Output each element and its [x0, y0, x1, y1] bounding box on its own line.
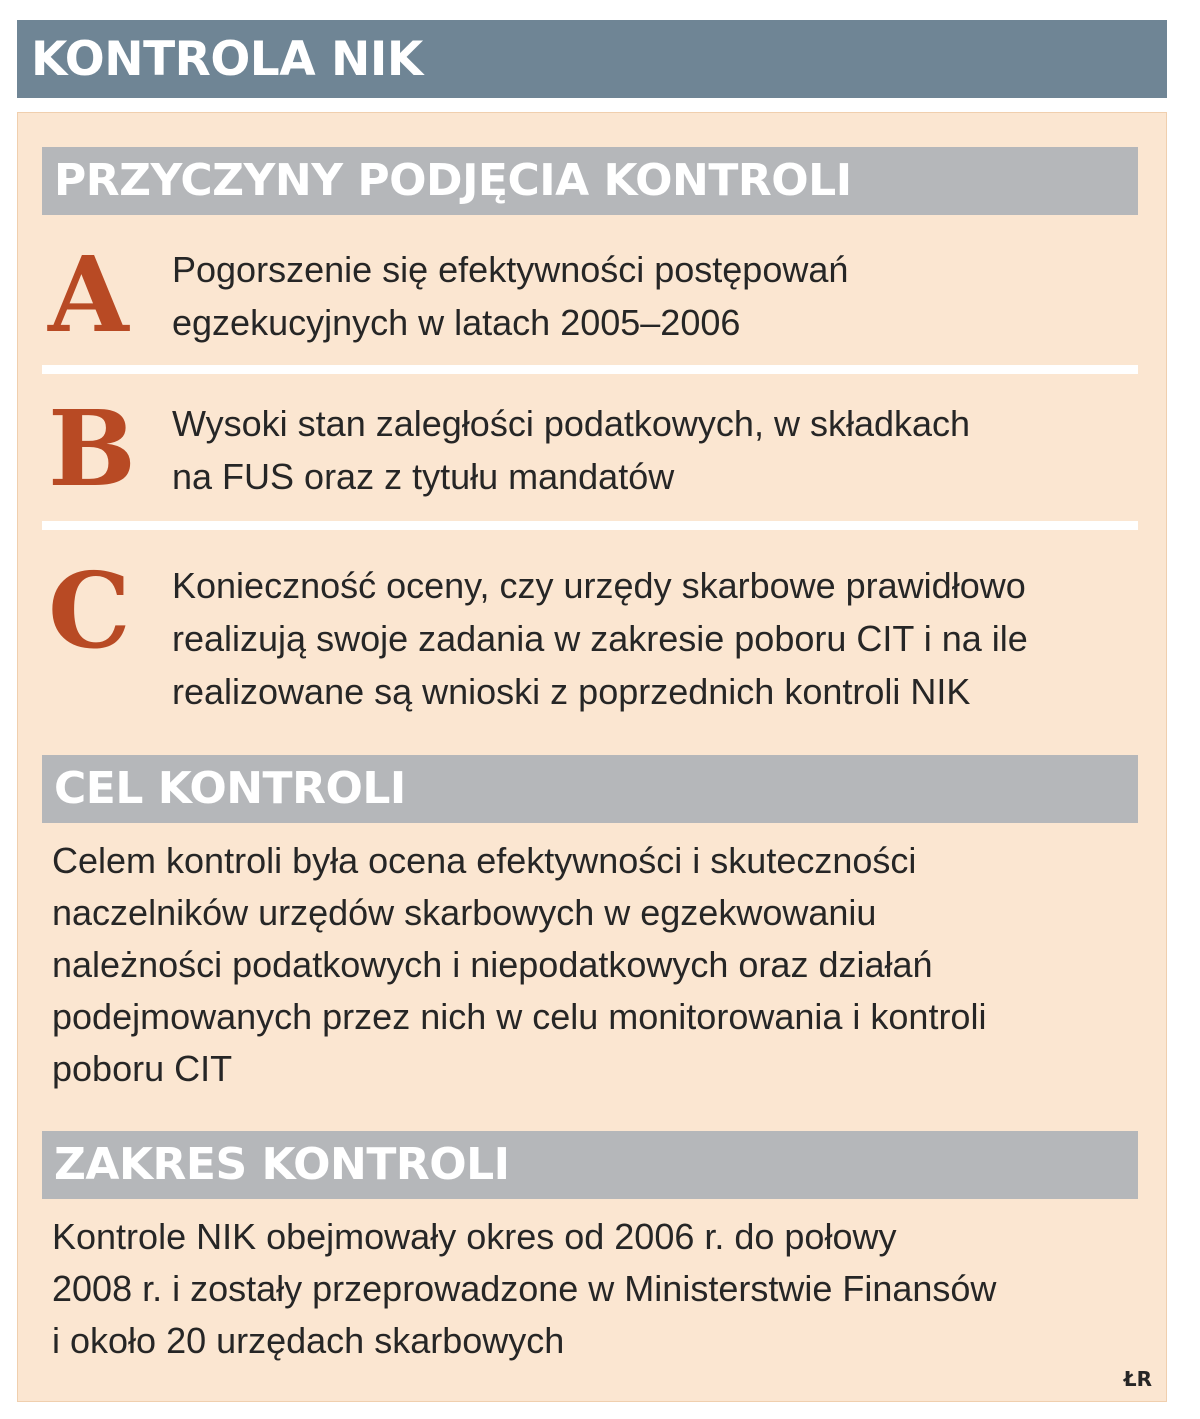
content-panel — [17, 112, 1167, 1402]
reason-letter: A — [48, 233, 129, 356]
goal-section-title: CEL KONTROLI — [54, 763, 406, 814]
goal-text: Celem kontroli była ocena efektywności i skuteczności naczelników urzędów skarbowych w egzekwowaniu należności podatkowych i niepodatkowych oraz działań podejmowanych przez nich w celu monitorowania i kontroli poboru CIT — [52, 840, 987, 1089]
reason-text: Konieczność oceny, czy urzędy skarbowe prawidłowo realizują swoje zadania w zakresie poboru CIT i na ile realizowane są wnioski z poprzednich kontroli NIK — [172, 565, 1028, 712]
scope-section-header — [42, 1131, 1138, 1199]
reason-text: Pogorszenie się efektywności postępowań egzekucyjnych w latach 2005–2006 — [172, 249, 849, 343]
divider — [42, 365, 1138, 374]
page-title: KONTROLA NIK — [31, 31, 423, 87]
author-signature: ŁR — [1123, 1367, 1152, 1391]
reason-letter: C — [48, 549, 131, 672]
scope-text: Kontrole NIK obejmowały okres od 2006 r. do połowy 2008 r. i zostały przeprowadzone w Ministerstwie Finansów i około 20 urzędach skarbowych — [52, 1216, 997, 1361]
title-bar — [17, 20, 1167, 98]
reason-text: Wysoki stan zaległości podatkowych, w składkach na FUS oraz z tytułu mandatów — [172, 403, 971, 497]
scope-section-title: ZAKRES KONTROLI — [54, 1139, 510, 1190]
goal-section-header — [42, 755, 1138, 823]
reasons-section-header — [42, 147, 1138, 215]
reasons-section-title: PRZYCZYNY PODJĘCIA KONTROLI — [54, 155, 852, 206]
divider — [42, 521, 1138, 530]
reason-letter: B — [48, 387, 136, 510]
